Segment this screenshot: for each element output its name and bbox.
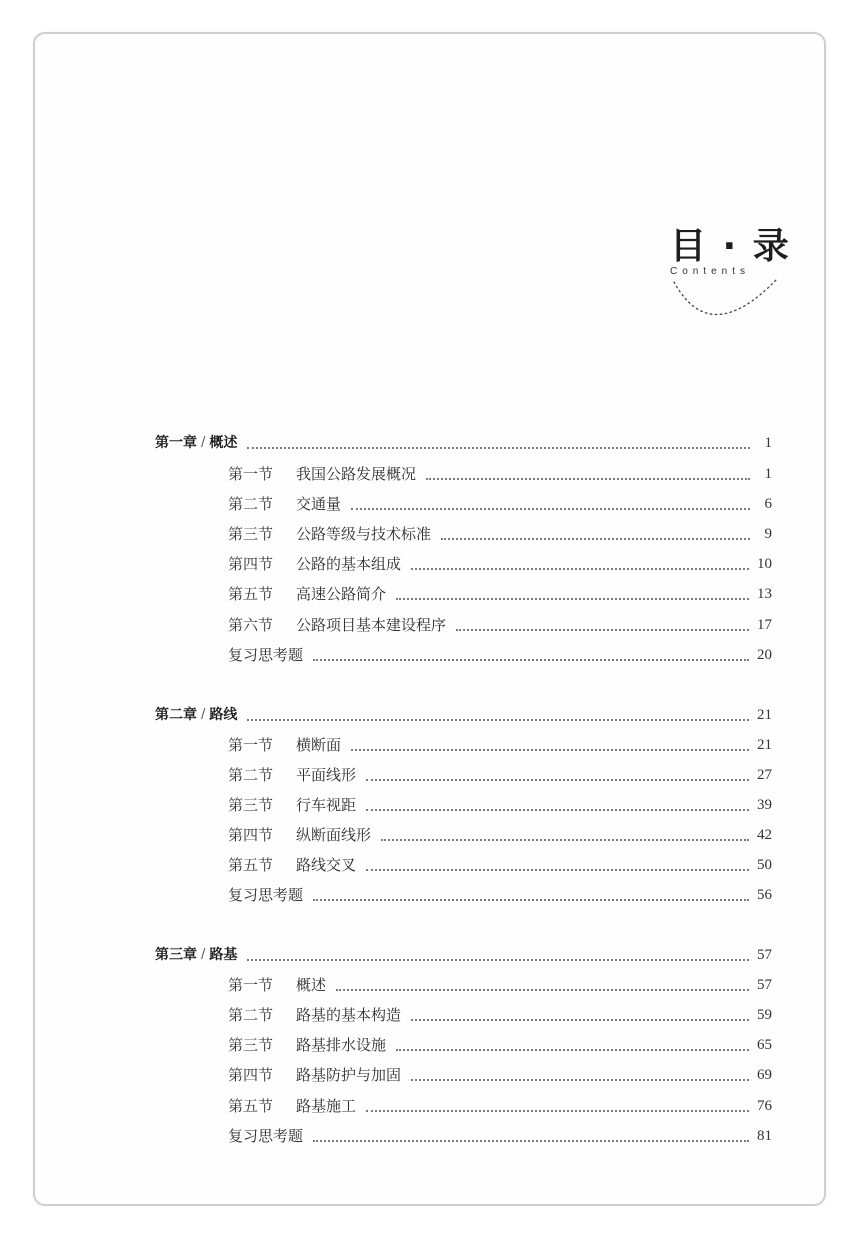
toc-entry[interactable] bbox=[228, 1032, 772, 1058]
page-number: 1 bbox=[764, 466, 772, 482]
section-number: 第一节 bbox=[228, 465, 274, 483]
page-number: 69 bbox=[757, 1067, 772, 1083]
page-number: 10 bbox=[757, 556, 772, 572]
page-number: 57 bbox=[757, 947, 772, 963]
page-number: 20 bbox=[757, 647, 772, 663]
section-title: 路线交叉 bbox=[296, 856, 357, 874]
dotted-arc-decoration bbox=[660, 272, 786, 328]
dot-leader bbox=[366, 778, 749, 781]
section-title: 纵断面线形 bbox=[296, 826, 372, 844]
page-number: 59 bbox=[757, 1007, 772, 1023]
section-number: 第六节 bbox=[228, 616, 274, 634]
section-number: 第三节 bbox=[228, 525, 274, 543]
toc-entry-review[interactable] bbox=[228, 882, 772, 908]
section-number: 第三节 bbox=[228, 1036, 274, 1054]
dot-leader bbox=[411, 1018, 749, 1021]
toc-entry[interactable] bbox=[228, 732, 772, 758]
section-title: 路基的基本构造 bbox=[296, 1006, 402, 1024]
dot-leader bbox=[336, 988, 749, 991]
chapter-title: 路线 bbox=[209, 707, 238, 723]
section-number: 第二节 bbox=[228, 1006, 274, 1024]
dot-leader bbox=[381, 838, 749, 841]
toc-entry-review[interactable] bbox=[228, 1123, 772, 1149]
section-title: 平面线形 bbox=[296, 766, 357, 784]
section-number: 第二节 bbox=[228, 495, 274, 513]
chapter-number: 第一章 bbox=[155, 435, 197, 451]
page-number: 9 bbox=[764, 526, 772, 542]
section-number: 第五节 bbox=[228, 585, 274, 603]
section-title: 复习思考题 bbox=[228, 1127, 304, 1145]
toc-chapter-3[interactable] bbox=[155, 942, 772, 968]
toc-entry[interactable] bbox=[228, 852, 772, 878]
page-number: 6 bbox=[764, 496, 772, 512]
section-number: 第二节 bbox=[228, 766, 274, 784]
toc-entry[interactable] bbox=[228, 1093, 772, 1119]
chapter-separator: / bbox=[201, 707, 206, 722]
toc-entry[interactable] bbox=[228, 822, 772, 848]
dot-leader bbox=[247, 718, 749, 721]
toc-entry-review[interactable] bbox=[228, 642, 772, 668]
page-number: 21 bbox=[757, 737, 772, 753]
page-number: 17 bbox=[757, 617, 772, 633]
section-title: 公路的基本组成 bbox=[296, 555, 402, 573]
section-title: 复习思考题 bbox=[228, 646, 304, 664]
toc-chapter-2[interactable] bbox=[155, 702, 772, 728]
page-number: 65 bbox=[757, 1037, 772, 1053]
toc-entry[interactable] bbox=[228, 762, 772, 788]
dot-leader bbox=[313, 898, 749, 901]
section-number: 第四节 bbox=[228, 555, 274, 573]
dot-leader bbox=[366, 1109, 749, 1112]
toc-entry[interactable] bbox=[228, 1002, 772, 1028]
toc-entry[interactable] bbox=[228, 581, 772, 607]
page-number: 81 bbox=[757, 1128, 772, 1144]
page-number: 13 bbox=[757, 586, 772, 602]
section-number: 第三节 bbox=[228, 796, 274, 814]
chapter-number: 第二章 bbox=[155, 707, 197, 723]
dot-leader bbox=[366, 808, 749, 811]
toc-title: 目 · 录 bbox=[670, 226, 791, 267]
chapter-title: 路基 bbox=[209, 947, 238, 963]
section-title: 高速公路简介 bbox=[296, 585, 387, 603]
toc-entry[interactable] bbox=[228, 612, 772, 638]
dot-leader bbox=[351, 748, 749, 751]
dot-leader bbox=[247, 446, 750, 449]
toc-entry[interactable] bbox=[228, 461, 772, 487]
section-title: 行车视距 bbox=[296, 796, 357, 814]
page-number: 56 bbox=[757, 887, 772, 903]
chapter-separator: / bbox=[201, 947, 206, 962]
dot-leader bbox=[411, 567, 749, 570]
section-title: 复习思考题 bbox=[228, 886, 304, 904]
toc-entry[interactable] bbox=[228, 491, 772, 517]
toc-entry[interactable] bbox=[228, 972, 772, 998]
page-number: 50 bbox=[757, 857, 772, 873]
dot-leader bbox=[351, 507, 750, 510]
section-number: 第四节 bbox=[228, 1066, 274, 1084]
page-number: 27 bbox=[757, 767, 772, 783]
page-number: 21 bbox=[757, 707, 772, 723]
toc-chapter-1[interactable] bbox=[155, 430, 772, 456]
dot-leader bbox=[396, 597, 749, 600]
section-number: 第一节 bbox=[228, 736, 274, 754]
section-title: 公路等级与技术标准 bbox=[296, 525, 432, 543]
section-number: 第五节 bbox=[228, 1097, 274, 1115]
page-number: 57 bbox=[757, 977, 772, 993]
dot-leader bbox=[441, 537, 750, 540]
dot-leader bbox=[396, 1048, 749, 1051]
section-title: 我国公路发展概况 bbox=[296, 465, 417, 483]
section-title: 横断面 bbox=[296, 736, 342, 754]
section-title: 路基防护与加固 bbox=[296, 1066, 402, 1084]
page-number: 1 bbox=[764, 435, 772, 451]
toc-entry[interactable] bbox=[228, 521, 772, 547]
toc-entry[interactable] bbox=[228, 1062, 772, 1088]
section-number: 第一节 bbox=[228, 976, 274, 994]
toc-entry[interactable] bbox=[228, 792, 772, 818]
dot-leader bbox=[313, 658, 749, 661]
chapter-number: 第三章 bbox=[155, 947, 197, 963]
page-number: 39 bbox=[757, 797, 772, 813]
page-number: 76 bbox=[757, 1098, 772, 1114]
section-title: 公路项目基本建设程序 bbox=[296, 616, 447, 634]
toc-header bbox=[660, 218, 791, 328]
dot-leader bbox=[411, 1078, 749, 1081]
section-number: 第四节 bbox=[228, 826, 274, 844]
dot-leader bbox=[426, 477, 750, 480]
section-title: 路基施工 bbox=[296, 1097, 357, 1115]
toc-entry[interactable] bbox=[228, 551, 772, 577]
toc-subtitle: Contents bbox=[670, 266, 751, 277]
dot-leader bbox=[313, 1139, 749, 1142]
section-title: 概述 bbox=[296, 976, 327, 994]
dot-leader bbox=[456, 628, 749, 631]
section-number: 第五节 bbox=[228, 856, 274, 874]
dot-leader bbox=[247, 958, 749, 961]
dot-leader bbox=[366, 868, 749, 871]
section-title: 交通量 bbox=[296, 495, 342, 513]
section-title: 路基排水设施 bbox=[296, 1036, 387, 1054]
chapter-title: 概述 bbox=[209, 435, 238, 451]
chapter-separator: / bbox=[201, 435, 206, 450]
page-number: 42 bbox=[757, 827, 772, 843]
